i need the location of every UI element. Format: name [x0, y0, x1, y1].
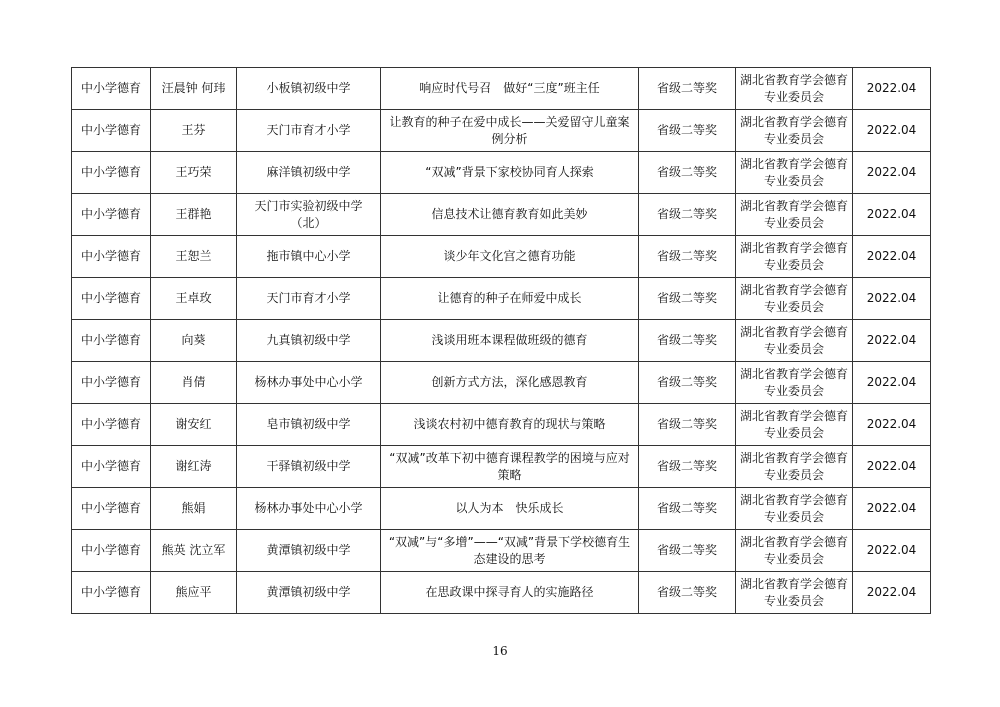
award-cell: 省级二等奖: [639, 404, 736, 446]
category-cell: 中小学德育: [72, 194, 151, 236]
date-cell: 2022.04: [853, 152, 931, 194]
table-row: [72, 362, 931, 404]
issuer-cell: 湖北省教育学会德育专业委员会: [736, 488, 853, 530]
issuer-cell: 湖北省教育学会德育专业委员会: [736, 68, 853, 110]
category-cell: 中小学德育: [72, 362, 151, 404]
date-cell: 2022.04: [853, 194, 931, 236]
author-cell: 向葵: [151, 320, 237, 362]
author-cell: 肖倩: [151, 362, 237, 404]
school-cell: 黄潭镇初级中学: [237, 530, 381, 572]
page-number: 16: [492, 644, 508, 658]
author-cell: 王芬: [151, 110, 237, 152]
award-cell: 省级二等奖: [639, 68, 736, 110]
issuer-cell: 湖北省教育学会德育专业委员会: [736, 446, 853, 488]
category-cell: 中小学德育: [72, 530, 151, 572]
date-cell: 2022.04: [853, 572, 931, 614]
award-cell: 省级二等奖: [639, 278, 736, 320]
school-cell: 皂市镇初级中学: [237, 404, 381, 446]
award-cell: 省级二等奖: [639, 236, 736, 278]
award-cell: 省级二等奖: [639, 320, 736, 362]
award-cell: 省级二等奖: [639, 488, 736, 530]
table-row: [72, 110, 931, 152]
title-cell: “双减”与“多增”——“双减”背景下学校德育生态建设的思考: [381, 530, 639, 572]
table-row: [72, 320, 931, 362]
category-cell: 中小学德育: [72, 236, 151, 278]
title-cell: 浅谈农村初中德育教育的现状与策略: [381, 404, 639, 446]
school-cell: 杨林办事处中心小学: [237, 488, 381, 530]
school-cell: 天门市实验初级中学（北）: [237, 194, 381, 236]
author-cell: 王群艳: [151, 194, 237, 236]
date-cell: 2022.04: [853, 110, 931, 152]
author-cell: 谢红涛: [151, 446, 237, 488]
table-row: [72, 530, 931, 572]
date-cell: 2022.04: [853, 68, 931, 110]
school-cell: 黄潭镇初级中学: [237, 572, 381, 614]
title-cell: 信息技术让德育教育如此美妙: [381, 194, 639, 236]
award-cell: 省级二等奖: [639, 362, 736, 404]
author-cell: 熊应平: [151, 572, 237, 614]
date-cell: 2022.04: [853, 446, 931, 488]
award-table: [71, 67, 931, 614]
author-cell: 谢安红: [151, 404, 237, 446]
award-cell: 省级二等奖: [639, 194, 736, 236]
title-cell: 响应时代号召 做好“三度”班主任: [381, 68, 639, 110]
school-cell: 小板镇初级中学: [237, 68, 381, 110]
school-cell: 天门市育才小学: [237, 110, 381, 152]
title-cell: 谈少年文化宫之德育功能: [381, 236, 639, 278]
title-cell: 创新方式方法，深化感恩教育: [381, 362, 639, 404]
table-row: [72, 194, 931, 236]
category-cell: 中小学德育: [72, 488, 151, 530]
issuer-cell: 湖北省教育学会德育专业委员会: [736, 110, 853, 152]
title-cell: 让德育的种子在师爱中成长: [381, 278, 639, 320]
category-cell: 中小学德育: [72, 404, 151, 446]
title-cell: 浅谈用班本课程做班级的德育: [381, 320, 639, 362]
issuer-cell: 湖北省教育学会德育专业委员会: [736, 194, 853, 236]
category-cell: 中小学德育: [72, 572, 151, 614]
table-row: [72, 572, 931, 614]
author-cell: 王卓玫: [151, 278, 237, 320]
award-cell: 省级二等奖: [639, 572, 736, 614]
award-cell: 省级二等奖: [639, 110, 736, 152]
category-cell: 中小学德育: [72, 152, 151, 194]
table-body: [72, 68, 931, 614]
award-cell: 省级二等奖: [639, 530, 736, 572]
table-row: [72, 404, 931, 446]
school-cell: 杨林办事处中心小学: [237, 362, 381, 404]
issuer-cell: 湖北省教育学会德育专业委员会: [736, 320, 853, 362]
author-cell: 熊娟: [151, 488, 237, 530]
title-cell: “双减”改革下初中德育课程教学的困境与应对策略: [381, 446, 639, 488]
table-row: [72, 68, 931, 110]
issuer-cell: 湖北省教育学会德育专业委员会: [736, 404, 853, 446]
issuer-cell: 湖北省教育学会德育专业委员会: [736, 236, 853, 278]
school-cell: 九真镇初级中学: [237, 320, 381, 362]
title-cell: 以人为本 快乐成长: [381, 488, 639, 530]
category-cell: 中小学德育: [72, 320, 151, 362]
school-cell: 麻洋镇初级中学: [237, 152, 381, 194]
title-cell: “双减”背景下家校协同育人探索: [381, 152, 639, 194]
author-cell: 汪晨钟 何玮: [151, 68, 237, 110]
table-row: [72, 488, 931, 530]
title-cell: 在思政课中探寻育人的实施路径: [381, 572, 639, 614]
category-cell: 中小学德育: [72, 68, 151, 110]
date-cell: 2022.04: [853, 488, 931, 530]
author-cell: 熊英 沈立军: [151, 530, 237, 572]
table-row: [72, 278, 931, 320]
date-cell: 2022.04: [853, 320, 931, 362]
date-cell: 2022.04: [853, 278, 931, 320]
date-cell: 2022.04: [853, 530, 931, 572]
date-cell: 2022.04: [853, 404, 931, 446]
issuer-cell: 湖北省教育学会德育专业委员会: [736, 572, 853, 614]
issuer-cell: 湖北省教育学会德育专业委员会: [736, 362, 853, 404]
issuer-cell: 湖北省教育学会德育专业委员会: [736, 530, 853, 572]
category-cell: 中小学德育: [72, 446, 151, 488]
table-row: [72, 446, 931, 488]
issuer-cell: 湖北省教育学会德育专业委员会: [736, 278, 853, 320]
table-row: [72, 236, 931, 278]
school-cell: 干驿镇初级中学: [237, 446, 381, 488]
table-row: [72, 152, 931, 194]
award-cell: 省级二等奖: [639, 446, 736, 488]
award-cell: 省级二等奖: [639, 152, 736, 194]
author-cell: 王巧荣: [151, 152, 237, 194]
issuer-cell: 湖北省教育学会德育专业委员会: [736, 152, 853, 194]
school-cell: 天门市育才小学: [237, 278, 381, 320]
category-cell: 中小学德育: [72, 278, 151, 320]
title-cell: 让教育的种子在爱中成长——关爱留守儿童案例分析: [381, 110, 639, 152]
date-cell: 2022.04: [853, 236, 931, 278]
date-cell: 2022.04: [853, 362, 931, 404]
school-cell: 拖市镇中心小学: [237, 236, 381, 278]
category-cell: 中小学德育: [72, 110, 151, 152]
author-cell: 王恕兰: [151, 236, 237, 278]
